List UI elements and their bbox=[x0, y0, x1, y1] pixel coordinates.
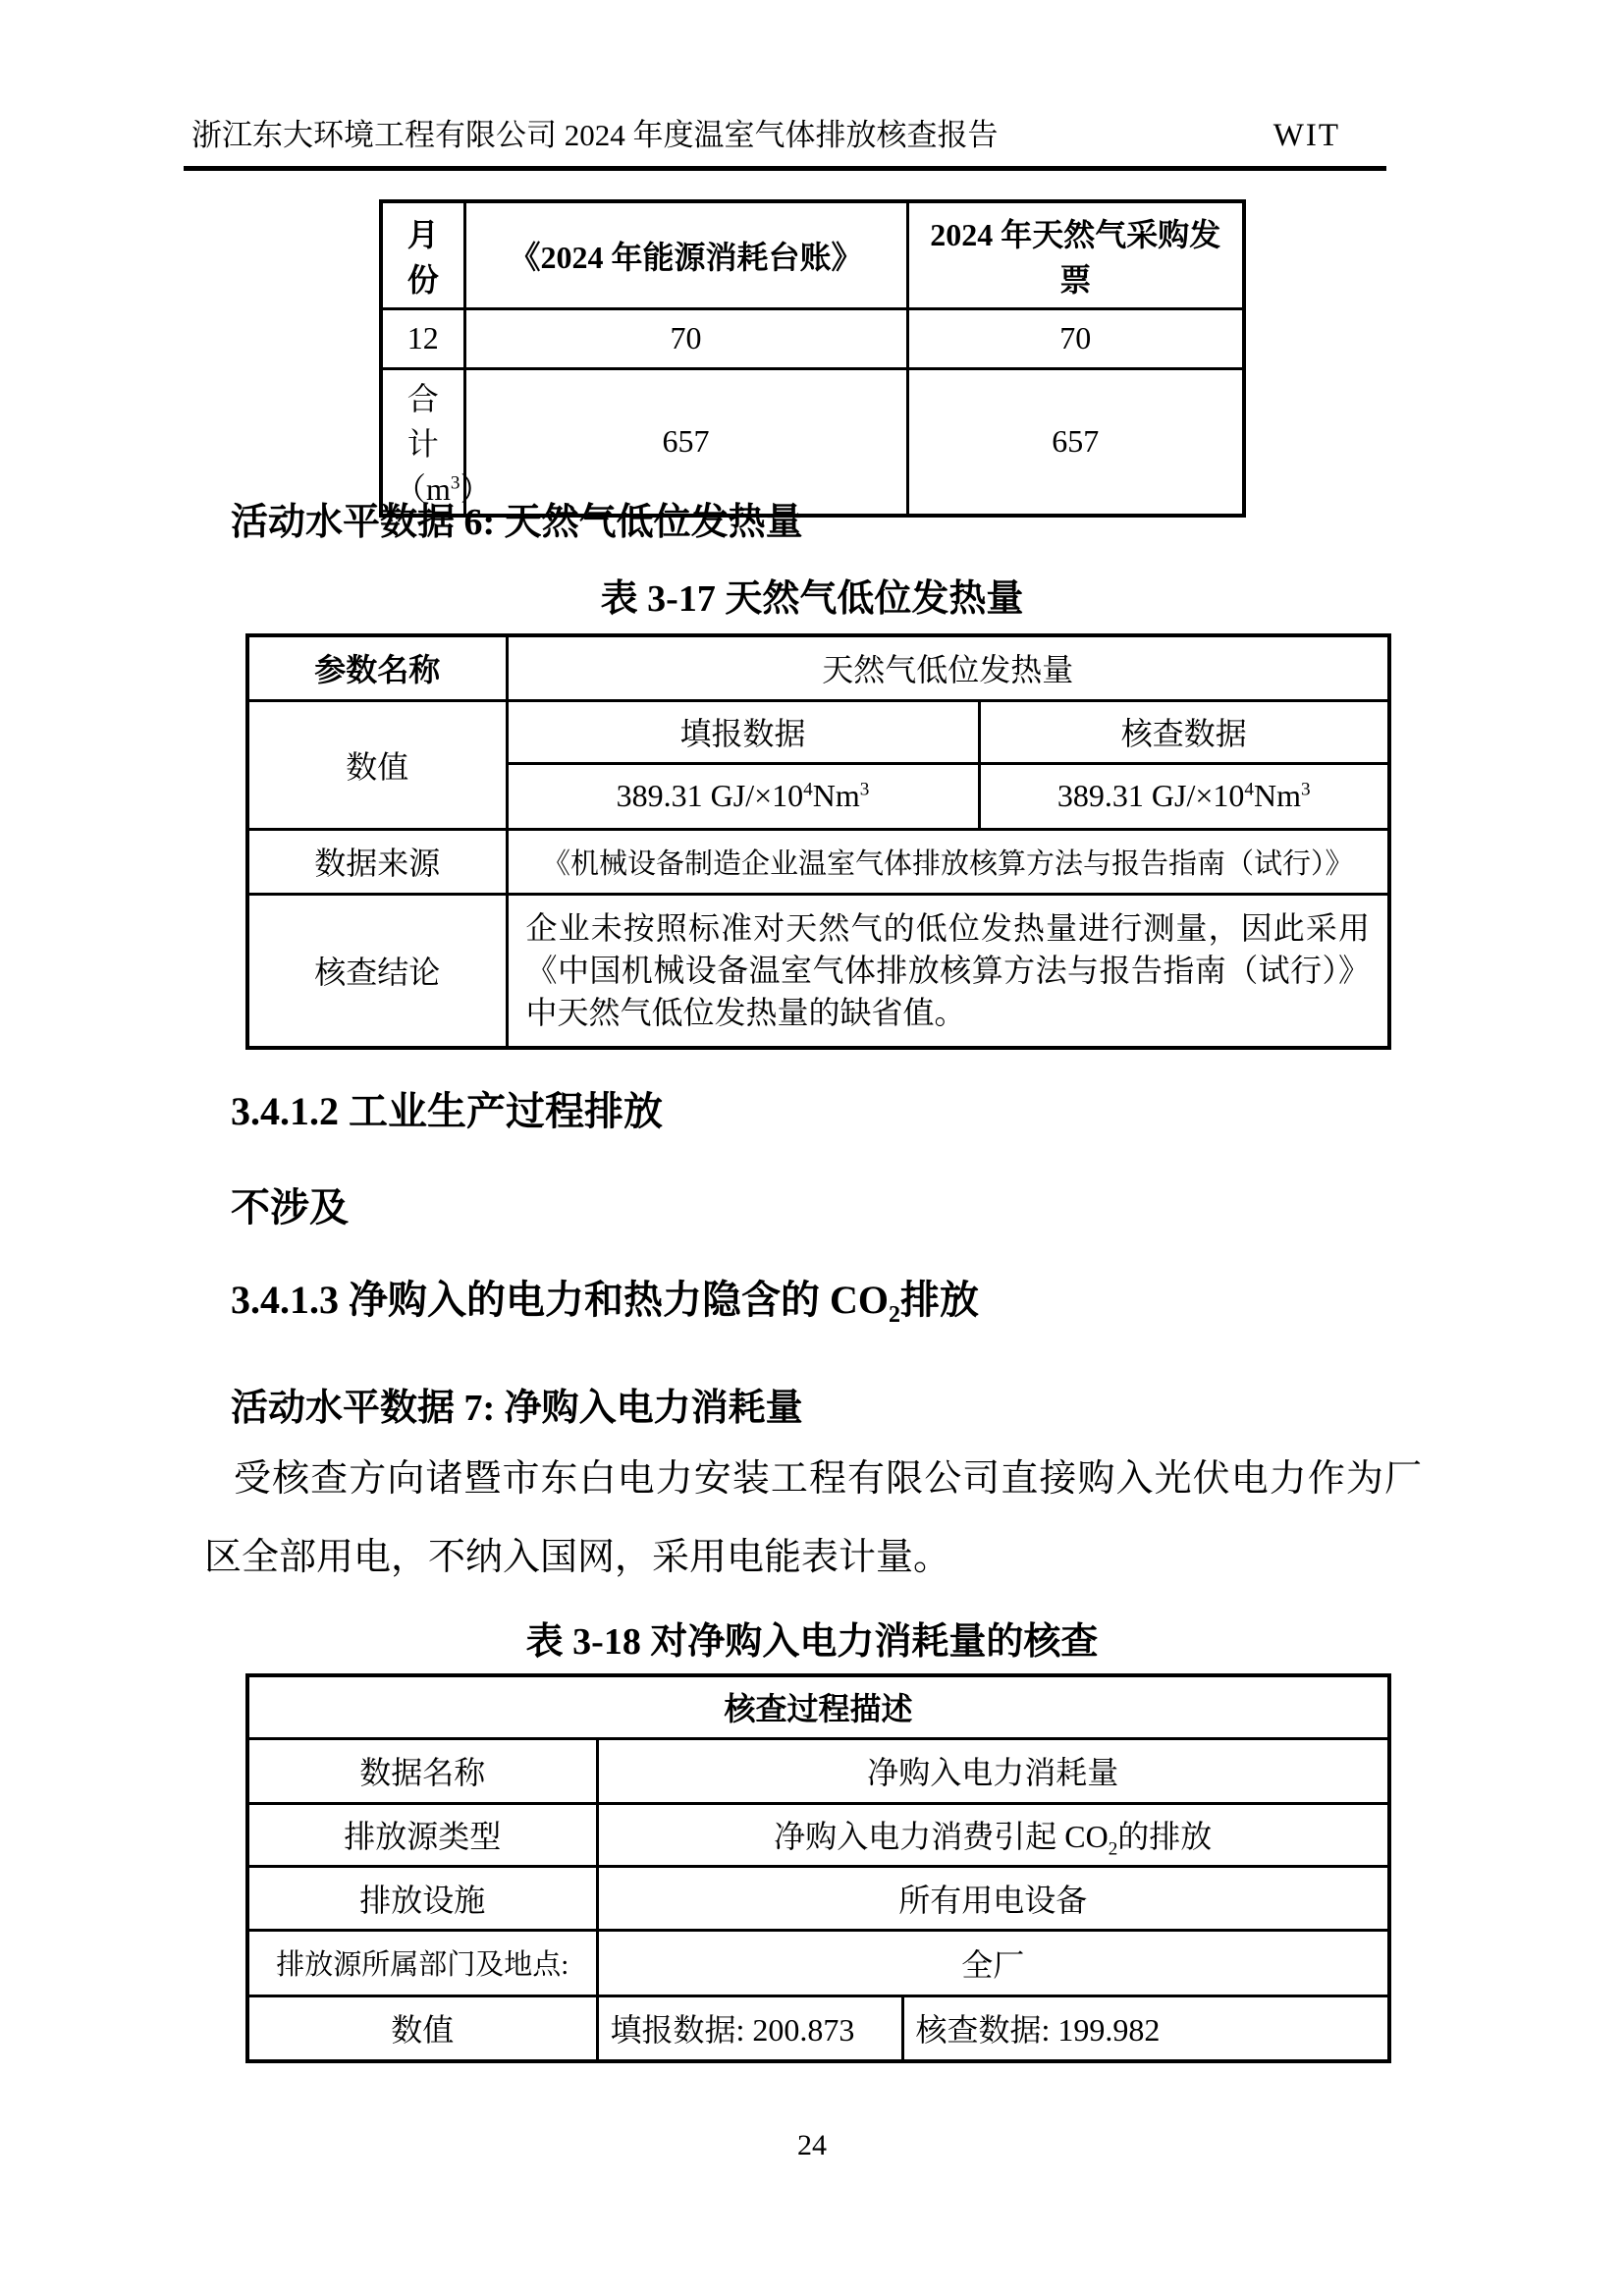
reported-value-cell: 389.31 $GJ/\times 10^4Nm^3$ bbox=[507, 763, 979, 829]
month-cell: 12 bbox=[381, 308, 464, 368]
data-name-value: 净购入电力消耗量 bbox=[597, 1738, 1389, 1803]
emission-facility-value: 所有用电设备 bbox=[597, 1866, 1389, 1930]
conclusion-row bbox=[247, 894, 1389, 1048]
conclusion-label: 核查结论 bbox=[247, 894, 507, 1048]
ledger-value-cell: 70 bbox=[464, 308, 907, 368]
company-logo-text: WIT bbox=[1272, 118, 1340, 153]
emission-source-type-label: 排放源类型 bbox=[247, 1803, 597, 1866]
reported-data-label: 填报数据 bbox=[507, 700, 979, 763]
department-location-value: 全厂 bbox=[597, 1930, 1389, 1995]
natural-gas-monthly-table bbox=[379, 199, 1246, 518]
reported-numeric-cell: 填报数据: 200.873 bbox=[597, 1995, 902, 2061]
not-involved-text: 不涉及 bbox=[231, 1185, 349, 1230]
heading-activity-data-7: 活动水平数据 7: 净购入电力消耗量 bbox=[231, 1388, 803, 1429]
data-source-label: 数据来源 bbox=[247, 829, 507, 894]
total-label-cell: 合计 $(m^3)$ bbox=[381, 368, 464, 516]
value-header-row bbox=[247, 700, 1389, 763]
header-divider bbox=[184, 166, 1386, 171]
heading-3-4-1-3: 3.4.1.3 净购入的电力和热力隐含的 $CO_2$排放 bbox=[231, 1278, 979, 1328]
data-name-row bbox=[247, 1738, 1389, 1803]
body-paragraph: 受核查方向诸暨市东白电力安装工程有限公司直接购入光伏电力作为厂区全部用电，不纳入国网，采用电能表计量。 bbox=[204, 1458, 1422, 1578]
department-location-row bbox=[247, 1930, 1389, 1995]
emission-facility-label: 排放设施 bbox=[247, 1866, 597, 1930]
verified-numeric-cell: 核查数据: 199.982 bbox=[902, 1995, 1389, 2061]
page-header bbox=[191, 110, 1340, 154]
col-header-month: 月份 bbox=[381, 201, 464, 308]
data-source-row bbox=[247, 829, 1389, 894]
emission-facility-row bbox=[247, 1866, 1389, 1930]
data-source-value: 《机械设备制造企业温室气体排放核算方法与报告指南（试行）》 bbox=[507, 829, 1389, 894]
invoice-value-cell: 70 bbox=[907, 308, 1244, 368]
param-name-row bbox=[247, 635, 1389, 700]
param-name-label: 参数名称 bbox=[247, 635, 507, 700]
numeric-value-row bbox=[247, 1995, 1389, 2061]
table-row bbox=[381, 308, 1244, 368]
table-3-17-caption: 表 3-17 天然气低位发热量 bbox=[600, 578, 1024, 620]
table-3-18-caption: 表 3-18 对净购入电力消耗量的核查 bbox=[525, 1621, 1099, 1663]
verified-value-cell: 389.31 $GJ/\times 10^4Nm^3$ bbox=[979, 763, 1389, 829]
report-title: 浙江东大环境工程有限公司 2024 年度温室气体排放核查报告 bbox=[191, 118, 999, 152]
table-3-18 bbox=[245, 1673, 1391, 2063]
value-label: 数值 bbox=[247, 700, 507, 829]
table-3-17 bbox=[245, 633, 1391, 1050]
page-number: 24 bbox=[797, 2129, 827, 2161]
data-name-label: 数据名称 bbox=[247, 1738, 597, 1803]
table-header-row bbox=[381, 201, 1244, 308]
emission-source-type-row bbox=[247, 1803, 1389, 1866]
total-invoice-cell: 657 bbox=[907, 368, 1244, 516]
process-header: 核查过程描述 bbox=[247, 1675, 1389, 1738]
emission-source-type-value: 净购入电力消费引起 $CO_2$的排放 bbox=[597, 1803, 1389, 1866]
param-name-value: 天然气低位发热量 bbox=[507, 635, 1389, 700]
col-header-invoice: 2024 年天然气采购发票 bbox=[907, 201, 1244, 308]
process-header-row bbox=[247, 1675, 1389, 1738]
total-ledger-cell: 657 bbox=[464, 368, 907, 516]
department-location-label: 排放源所属部门及地点: bbox=[247, 1930, 597, 1995]
col-header-ledger: 《2024 年能源消耗台账》 bbox=[464, 201, 907, 308]
heading-3-4-1-2: 3.4.1.2 工业生产过程排放 bbox=[231, 1089, 663, 1133]
numeric-label: 数值 bbox=[247, 1995, 597, 2061]
heading-activity-data-6: 活动水平数据 6: 天然气低位发热量 bbox=[231, 502, 803, 543]
verified-data-label: 核查数据 bbox=[979, 700, 1389, 763]
conclusion-value: 企业未按照标准对天然气的低位发热量进行测量，因此采用《中国机械设备温室气体排放核算方法与报告指南（试行）》中天然气低位发热量的缺省值。 bbox=[507, 894, 1389, 1048]
